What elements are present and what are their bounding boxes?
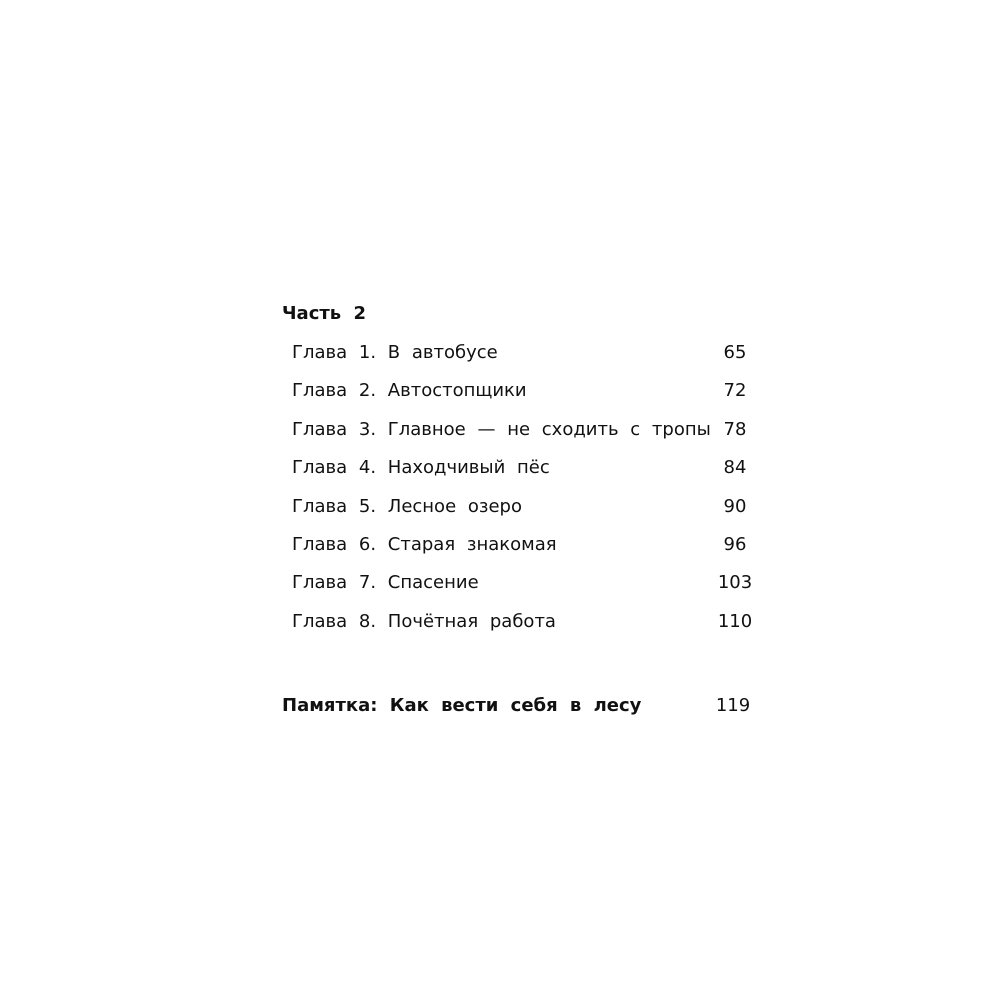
page-number: 103 (717, 572, 753, 593)
chapter-number: Глава 1. (292, 342, 377, 363)
chapter-title: Главное — не сходить с тропы (387, 419, 711, 440)
page-number: 78 (723, 419, 747, 440)
chapter-number: Глава 6. (292, 534, 377, 555)
page-number: 119 (715, 695, 751, 716)
page-number: 65 (723, 342, 747, 363)
chapter-title: Почётная работа (387, 611, 556, 632)
page-number: 90 (723, 496, 747, 517)
chapter-title: Старая знакомая (387, 534, 557, 555)
chapter-number: Глава 4. (292, 457, 377, 478)
chapter-label (292, 456, 550, 480)
chapter-number: Глава 2. (292, 380, 377, 401)
toc-entry-chapter-1 (0, 341, 1000, 365)
chapter-title: Автостопщики (387, 380, 527, 401)
chapter-label (292, 341, 498, 365)
toc-entry-chapter-8 (0, 610, 1000, 634)
chapter-number: Глава 3. (292, 419, 377, 440)
chapter-label (292, 571, 479, 595)
chapter-number: Глава 8. (292, 611, 377, 632)
memo-title: Памятка: Как вести себя в лесу (282, 695, 642, 716)
chapter-label (292, 495, 522, 519)
toc-entry-chapter-7 (0, 571, 1000, 595)
part-title: Часть 2 (282, 303, 366, 324)
toc-entry-chapter-6 (0, 533, 1000, 557)
chapter-label (292, 533, 557, 557)
page-number: 72 (723, 380, 747, 401)
toc-entry-chapter-4 (0, 456, 1000, 480)
chapter-title: Находчивый пёс (387, 457, 550, 478)
page-number: 110 (717, 611, 753, 632)
chapter-label (292, 610, 556, 634)
toc-entry-memo (0, 694, 1000, 718)
toc-entry-chapter-2 (0, 379, 1000, 403)
page-number: 96 (723, 534, 747, 555)
chapter-label (292, 379, 527, 403)
chapter-title: В автобусе (387, 342, 498, 363)
toc-entry-chapter-5 (0, 495, 1000, 519)
chapter-number: Глава 7. (292, 572, 377, 593)
chapter-number: Глава 5. (292, 496, 377, 517)
toc-entry-chapter-3 (0, 418, 1000, 442)
chapter-label (292, 418, 711, 442)
page-number: 84 (723, 457, 747, 478)
chapter-title: Спасение (387, 572, 479, 593)
chapter-title: Лесное озеро (387, 496, 522, 517)
